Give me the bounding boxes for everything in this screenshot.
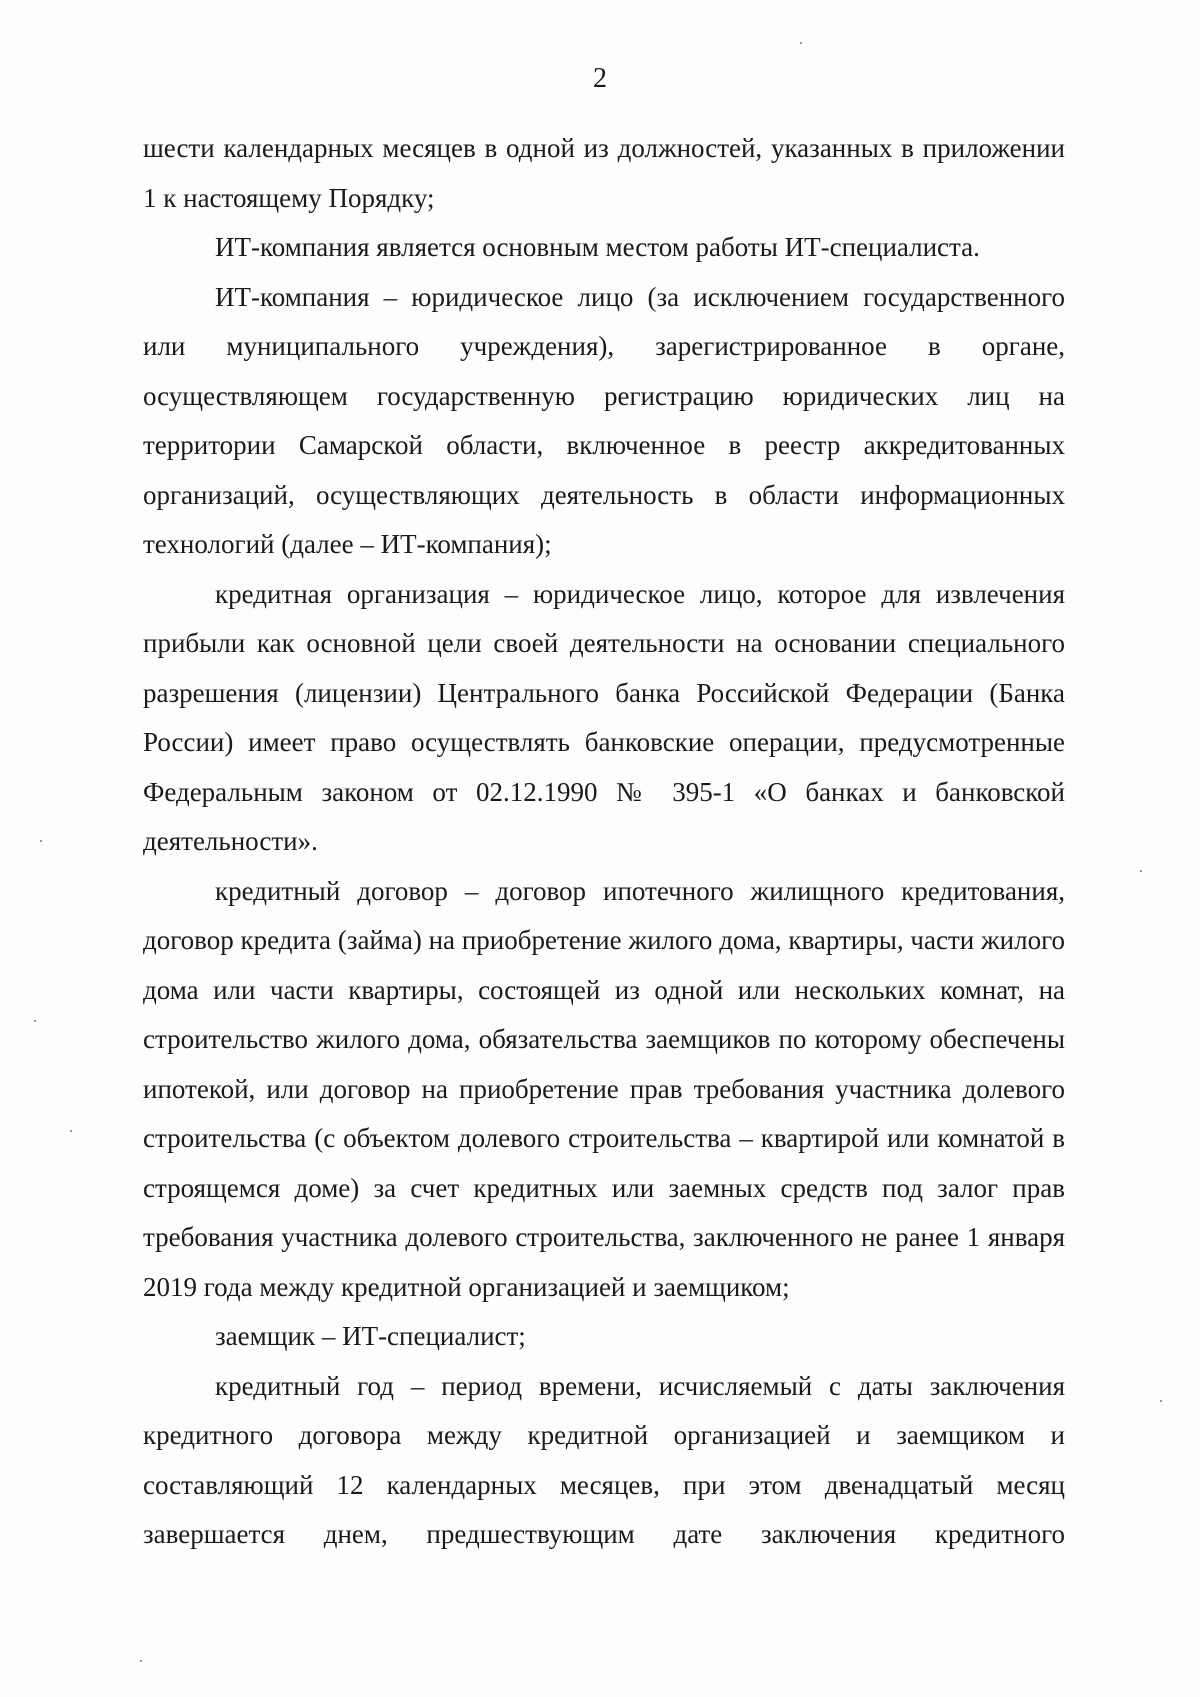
document-body (143, 124, 1065, 1560)
scan-speck (70, 1130, 72, 1132)
paragraph-credit-organization-definition: кредитная организация – юридическое лицо, которое для извлечения прибыли как основной цели своей деятельности на основании специального разрешения (лицензии) Центрального банка Российской Федерации (Банка России) имеет право осуществлять банковские операции, предусмотренные Федеральным законом от 02.12.1990 № 395-1 «О банках и банковской деятельности». (143, 578, 1065, 856)
paragraph-borrower-definition: заемщик – ИТ-специалист; (215, 1321, 526, 1351)
paragraph-it-company-main-workplace: ИТ-компания является основным местом работы ИТ-специалиста. (215, 232, 980, 262)
scan-speck (1140, 870, 1142, 872)
scan-speck (1160, 1400, 1162, 1402)
paragraph-continuation: шести календарных месяцев в одной из должностей, указанных в приложении 1 к настоящему Порядку; (143, 133, 1065, 213)
scan-speck (140, 1660, 142, 1662)
scan-speck (800, 42, 802, 44)
paragraph-credit-agreement-definition: кредитный договор – договор ипотечного жилищного кредитования, договор кредита (займа) на приобретение жилого дома, квартиры, части жилого дома или части квартиры, состоящей из одной или нескольких комнат, на строительство жилого дома, обязательства заемщиков по которому обеспечены ипотекой, или договор на приобретение прав требования участника долевого строительства (с объектом долевого строительства – квартирой или комнатой в строящемся доме) за счет кредитных или заемных средств под залог прав требования участника долевого строительства, заключенного не ранее 1 января 2019 года между кредитной организацией и заемщиком; (143, 875, 1065, 1302)
paragraph-it-company-definition: ИТ-компания – юридическое лицо (за исключением государственного или муниципального учреждения), зарегистрированное в органе, осуществляющем государственную регистрацию юридических лиц на территории Самарской области, включенное в реестр аккредитованных организаций, осуществляющих деятельность в области информационных технологий (далее – ИТ-компания); (143, 281, 1065, 559)
paragraph-credit-year-definition: кредитный год – период времени, исчисляемый с даты заключения кредитного договора между кредитной организацией и заемщиком и составляющий 12 календарных месяцев, при этом двенадцатый месяц завершается днем, предшествующим дате заключения кредитного (143, 1370, 1065, 1549)
scan-speck (40, 840, 42, 842)
scan-speck (34, 1020, 36, 1022)
page-number: 2 (593, 63, 607, 94)
